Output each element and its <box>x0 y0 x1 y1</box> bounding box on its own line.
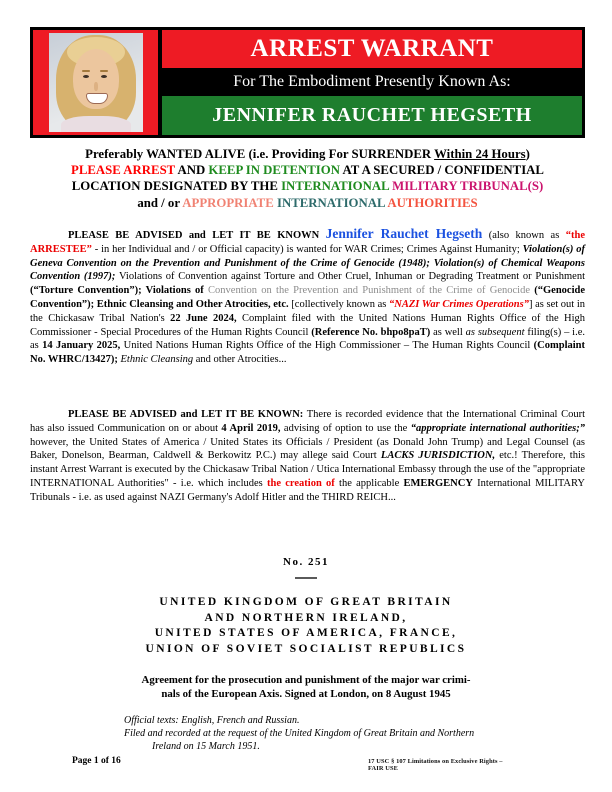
text-run: and other Atrocities... <box>193 354 287 366</box>
text-run: “the ARRESTEE” <box>30 230 585 255</box>
banner-name-bar <box>162 96 582 135</box>
text-run: 14 January 2025, <box>42 340 121 352</box>
nose-shape <box>94 82 98 91</box>
text-run: as well <box>430 326 466 338</box>
divider-rule <box>295 577 317 579</box>
text-run: “appropriate international authorities;” <box>410 422 585 434</box>
eyebrow-right <box>100 70 108 72</box>
page-number: Page 1 of 16 <box>72 756 121 766</box>
arrestee-photo <box>49 33 143 132</box>
eye-right <box>101 75 107 78</box>
text-run: the creation of <box>267 477 335 489</box>
text-run: Complaint filed with the United Nations Human Rights Office of the High Commissioner - Special Procedures of the Human Rights Council <box>30 312 586 338</box>
text-run: Violation(s) of Geneva Convention on the Prevention and Punishment of the Crime of Genocide (1948); Violation(s) of Chemical Weapons Convention (1997); <box>30 243 585 283</box>
text-run: There is recorded evidence that the International Criminal Court has also issued Communication on or about <box>30 409 586 434</box>
headline-line-4 <box>30 195 585 211</box>
text-run: etc.! Therefore, this instant Arrest Warrant is executed by the Chickasaw Tribal Nation / Utica International Embassy through the use of the "appropriate INTERNATIONAL Authorities" - i.e. which includes <box>30 450 585 489</box>
text-run: (Reference No. bhpo8paT) <box>311 326 431 338</box>
scan-agreement-line-2: nals of the European Axis. Signed at London, on 8 August 1945 <box>161 687 451 700</box>
text-run: United Nations Human Rights Office of the High Commissioner – The Human Rights Council <box>120 340 534 352</box>
banner-subtitle: For The Embodiment Presently Known As: <box>233 73 511 90</box>
text-run: (“Torture Convention”); Violations of <box>30 285 209 297</box>
text-run: PLEASE BE ADVISED and LET IT BE KNOWN: <box>68 409 304 420</box>
wanted-headline <box>30 146 585 211</box>
arrestee-name: JENNIFER RAUCHET HEGSETH <box>212 104 532 126</box>
text-run: Jennifer Rauchet Hegseth <box>325 226 483 241</box>
text-run: as subsequent <box>465 326 525 338</box>
text-run: MILITARY TRIBUNAL(S) <box>392 179 544 194</box>
text-run: advising of option to use the <box>280 422 411 434</box>
scan-filed-line-1: Filed and recorded at the request of the United Kingdom of Great Britain and Northern <box>124 728 475 739</box>
scan-party-line: UNION OF SOVIET SOCIALIST REPUBLICS <box>145 642 467 655</box>
scan-official-texts <box>124 714 506 753</box>
text-run: ] as set out in the Chickasaw Tribal Nation's <box>30 298 585 324</box>
shoulders-shape <box>61 116 131 132</box>
warrant-banner <box>30 27 585 138</box>
text-run: [collectively known as <box>291 298 390 310</box>
text-run: filing(s) – i.e. as <box>30 326 586 352</box>
photo-cell <box>33 30 162 135</box>
scan-doc-number: No. 251 <box>283 556 329 568</box>
text-run: Ethnic Cleansing <box>120 354 194 366</box>
text-run: KEEP IN DETENTION <box>208 163 340 178</box>
eyebrow-left <box>82 70 90 72</box>
text-run: PLEASE BE ADVISED and LET IT BE KNOWN <box>68 230 326 241</box>
fair-use-notice: 17 USC § 107 Limitations on Exclusive Rights – FAIR USE <box>368 758 503 772</box>
advisory-paragraph-2 <box>30 408 585 505</box>
scan-agreement-line-1: Agreement for the prosecution and punishment of the major war crimi- <box>141 674 471 686</box>
banner-bars <box>162 30 582 135</box>
scan-party-line: AND NORTHERN IRELAND, <box>204 611 408 624</box>
headline-line-3 <box>30 178 585 194</box>
headline-line-1 <box>30 146 585 162</box>
text-run: ) <box>525 147 530 161</box>
text-run: EMERGENCY <box>403 477 473 489</box>
scan-party-line: UNITED KINGDOM OF GREAT BRITAIN <box>159 596 453 608</box>
text-run: International MILITARY Tribunals - i.e. as used against NAZI Germany's Adolf Hitler and the THIRD REICH... <box>30 477 585 503</box>
text-run: AUTHORITIES <box>387 195 478 210</box>
text-run: AT A SECURED / CONFIDENTIAL <box>339 163 544 178</box>
face-shape <box>73 49 119 109</box>
text-run: (“Genocide Convention”); Ethnic Cleansing and Other Atrocities, etc. <box>30 285 585 310</box>
london-agreement-scan <box>106 556 506 753</box>
text-run: Convention on the Prevention and Punishment of the Crime of Genocide <box>208 285 535 297</box>
text-run: APPROPRIATE <box>182 195 274 210</box>
text-run: “NAZI War Crimes Operations” <box>389 298 529 310</box>
text-run: 22 June 2024, <box>170 312 237 324</box>
text-run: INTERNATIONAL <box>276 195 385 210</box>
text-run: Violations of Convention against Torture and Other Cruel, Inhuman or Degrading Treatment or Punishment <box>115 271 585 283</box>
text-run: INTERNATIONAL <box>281 179 389 194</box>
eye-left <box>83 75 89 78</box>
text-run: Within 24 Hours <box>434 147 526 161</box>
banner-subtitle-bar <box>162 68 582 96</box>
text-run: Preferably WANTED ALIVE (i.e. Providing For SURRENDER <box>85 147 435 161</box>
headline-line-2 <box>30 162 585 178</box>
text-run: however, the United States of America / United States its Officials / President (as Donald John Trump) and Legal Counsel (as Baker, Donelson, Bearman, Caldwell & Berkowitz P.C.) may allege said Court <box>30 436 585 462</box>
text-run: 4 April 2019, <box>221 422 281 434</box>
text-run: PLEASE ARREST <box>71 163 175 178</box>
banner-title: ARREST WARRANT <box>250 35 494 62</box>
text-run: (also known as <box>482 230 566 241</box>
text-run: the applicable <box>334 477 404 489</box>
text-run: LOCATION DESIGNATED BY THE <box>71 179 282 194</box>
scan-filed-line-2: Ireland on 15 March 1951. <box>152 741 260 752</box>
scan-official-line: Official texts: English, French and Russian. <box>124 715 300 726</box>
text-run: LACKS JURISDICTION, <box>380 450 496 462</box>
text-run: and / or <box>137 195 183 210</box>
text-run: - in her Individual and / or Official capacity) is wanted for WAR Crimes; Crimes Against Humanity; <box>91 243 523 255</box>
advisory-paragraph-1 <box>30 227 585 367</box>
text-run: (Complaint No. WHRC/13427); <box>30 340 585 366</box>
scan-party-line: UNITED STATES OF AMERICA, FRANCE, <box>154 627 458 639</box>
text-run: AND <box>175 163 209 178</box>
scan-parties <box>106 595 506 657</box>
banner-title-bar <box>162 30 582 68</box>
smile-shape <box>86 93 108 104</box>
scan-agreement-title <box>106 674 506 701</box>
